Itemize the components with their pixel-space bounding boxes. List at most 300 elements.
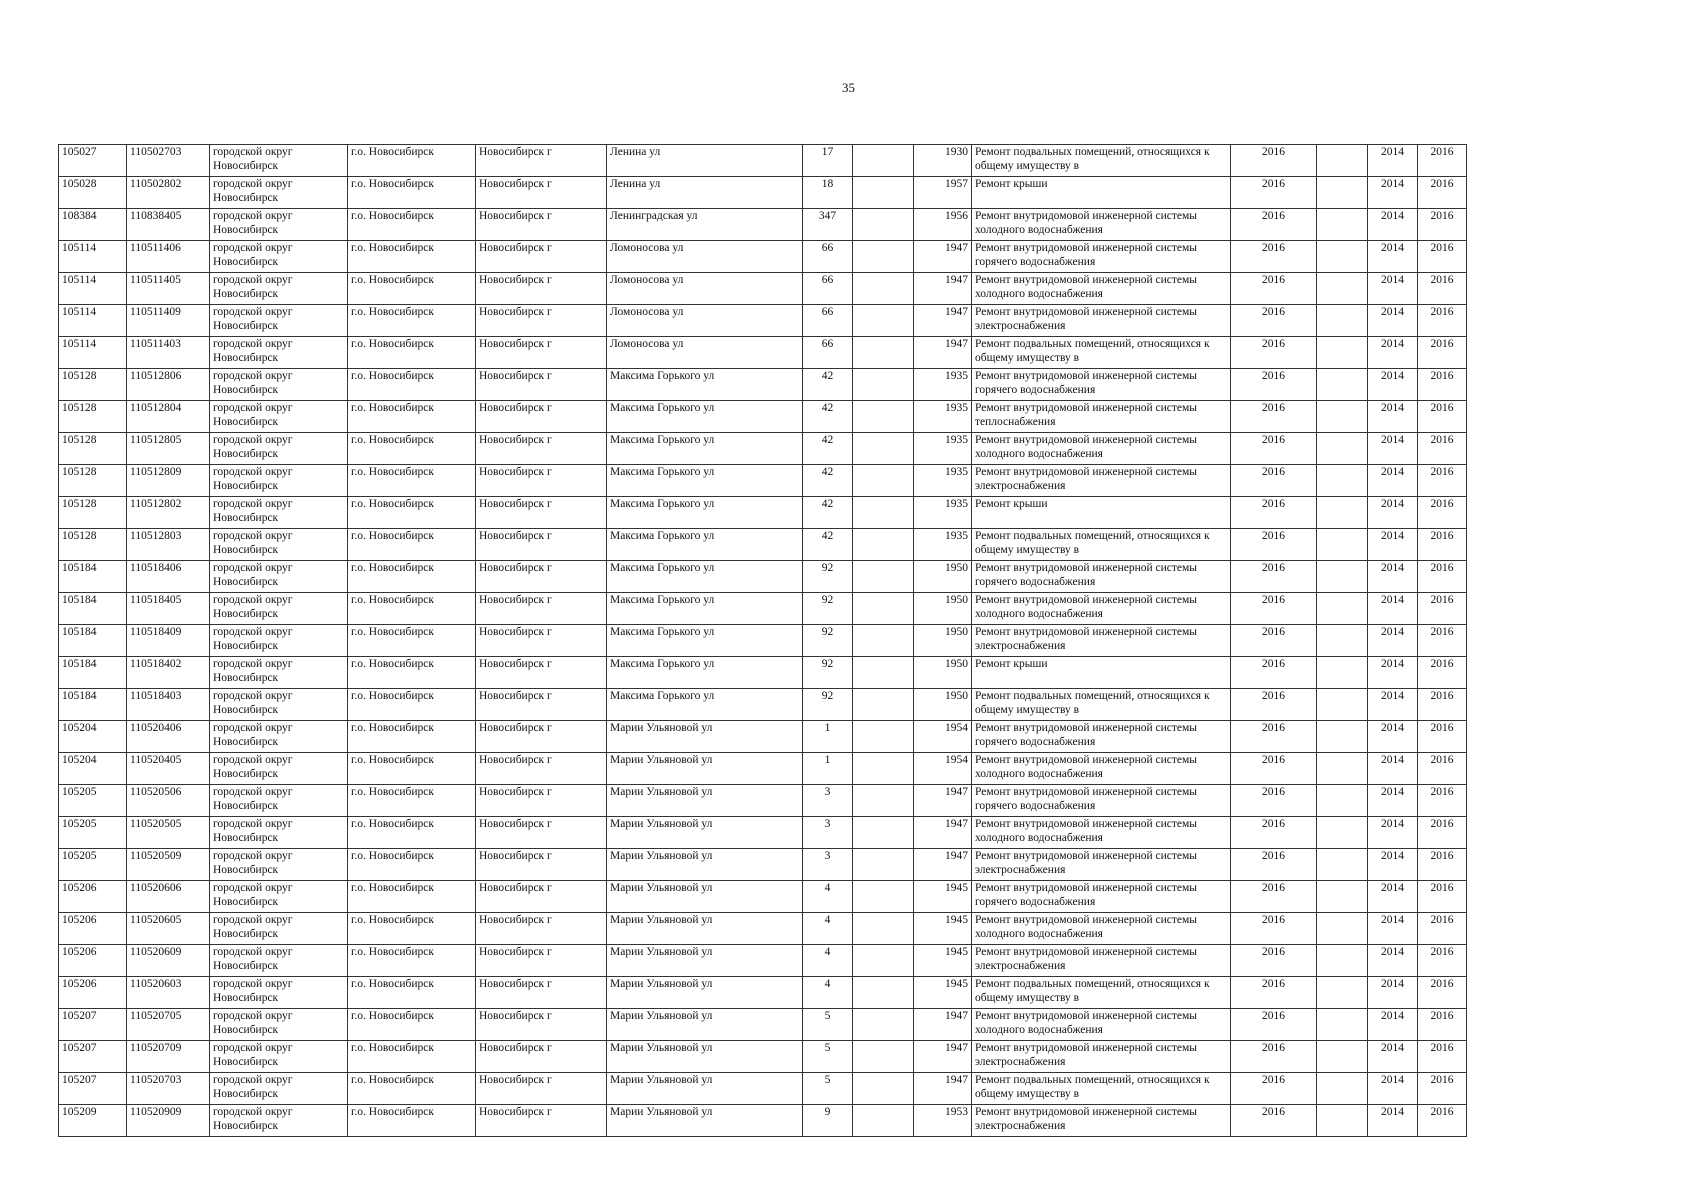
cell-build-year: 1953 (914, 1105, 972, 1137)
cell-municipal-district: городской округ Новосибирск (210, 977, 348, 1009)
cell-start-year: 2014 (1368, 145, 1418, 177)
work-type-text: Ремонт внутридомовой инженерной системы холодного водоснабжения (975, 594, 1198, 620)
cell-end-year: 2016 (1418, 817, 1467, 849)
cell-municipality: г.о. Новосибирск (348, 145, 476, 177)
cell-object-id: 105128 (59, 401, 127, 433)
cell-end-year: 2016 (1418, 145, 1467, 177)
cell-build-year: 1935 (914, 369, 972, 401)
cell-work-id: 110520705 (127, 1009, 210, 1041)
cell-start-year: 2014 (1368, 1105, 1418, 1137)
cell-street: Марии Ульяновой ул (607, 1041, 803, 1073)
cell-build-year: 1930 (914, 145, 972, 177)
cell-plan-year: 2016 (1231, 241, 1317, 273)
cell-build-year: 1950 (914, 689, 972, 721)
cell-locality: Новосибирск г (476, 625, 607, 657)
cell-street: Максима Горького ул (607, 593, 803, 625)
cell-plan-year: 2016 (1231, 753, 1317, 785)
cell-municipality: г.о. Новосибирск (348, 529, 476, 561)
cell-start-year: 2014 (1368, 561, 1418, 593)
cell-start-year: 2014 (1368, 817, 1418, 849)
cell-plan-year: 2016 (1231, 785, 1317, 817)
cell-municipality: г.о. Новосибирск (348, 593, 476, 625)
cell-start-year: 2014 (1368, 721, 1418, 753)
cell-municipality: г.о. Новосибирск (348, 785, 476, 817)
cell-work-id: 110512809 (127, 465, 210, 497)
cell-building-number (853, 593, 914, 625)
work-type-text: Ремонт крыши (975, 178, 1048, 190)
cell-start-year: 2014 (1368, 625, 1418, 657)
cell-work-type (972, 433, 1231, 465)
cell-building-number (853, 721, 914, 753)
work-type-text: Ремонт внутридомовой инженерной системы горячего водоснабжения (975, 786, 1198, 812)
work-type-text: Ремонт внутридомовой инженерной системы холодного водоснабжения (975, 1010, 1198, 1036)
table-row (59, 977, 1467, 1009)
cell-object-id: 105184 (59, 689, 127, 721)
table-row (59, 817, 1467, 849)
cell-start-year: 2014 (1368, 849, 1418, 881)
cell-house-number: 4 (803, 977, 853, 1009)
cell-work-type (972, 689, 1231, 721)
work-type-text: Ремонт внутридомовой инженерной системы холодного водоснабжения (975, 914, 1198, 940)
cell-plan-year: 2016 (1231, 145, 1317, 177)
cell-municipality: г.о. Новосибирск (348, 177, 476, 209)
cell-object-id: 105114 (59, 337, 127, 369)
cell-municipality: г.о. Новосибирск (348, 1073, 476, 1105)
cell-house-number: 4 (803, 881, 853, 913)
table-row (59, 849, 1467, 881)
cell-building-number (853, 465, 914, 497)
cell-end-year: 2016 (1418, 689, 1467, 721)
cell-street: Максима Горького ул (607, 625, 803, 657)
cell-work-id: 110520703 (127, 1073, 210, 1105)
cell-house-number: 66 (803, 241, 853, 273)
cell-blank-col (1317, 977, 1368, 1009)
cell-blank-col (1317, 657, 1368, 689)
cell-object-id: 105114 (59, 241, 127, 273)
cell-house-number: 42 (803, 529, 853, 561)
cell-blank-col (1317, 273, 1368, 305)
cell-end-year: 2016 (1418, 1073, 1467, 1105)
cell-building-number (853, 913, 914, 945)
cell-house-number: 42 (803, 433, 853, 465)
cell-blank-col (1317, 209, 1368, 241)
cell-municipal-district: городской округ Новосибирск (210, 433, 348, 465)
cell-street: Ломоносова ул (607, 305, 803, 337)
cell-street: Максима Горького ул (607, 497, 803, 529)
cell-house-number: 66 (803, 305, 853, 337)
cell-locality: Новосибирск г (476, 593, 607, 625)
cell-build-year: 1950 (914, 593, 972, 625)
cell-municipal-district: городской округ Новосибирск (210, 913, 348, 945)
work-type-text: Ремонт внутридомовой инженерной системы холодного водоснабжения (975, 754, 1198, 780)
cell-work-type (972, 561, 1231, 593)
cell-building-number (853, 817, 914, 849)
cell-municipal-district: городской округ Новосибирск (210, 273, 348, 305)
table-row (59, 881, 1467, 913)
cell-blank-col (1317, 145, 1368, 177)
cell-object-id: 105128 (59, 465, 127, 497)
work-type-text: Ремонт внутридомовой инженерной системы электроснабжения (975, 626, 1198, 652)
cell-work-id: 110511403 (127, 337, 210, 369)
cell-locality: Новосибирск г (476, 657, 607, 689)
table-row (59, 433, 1467, 465)
cell-locality: Новосибирск г (476, 1105, 607, 1137)
table-row (59, 625, 1467, 657)
cell-locality: Новосибирск г (476, 817, 607, 849)
cell-build-year: 1950 (914, 561, 972, 593)
cell-blank-col (1317, 465, 1368, 497)
cell-plan-year: 2016 (1231, 497, 1317, 529)
cell-plan-year: 2016 (1231, 625, 1317, 657)
table-row (59, 657, 1467, 689)
cell-street: Максима Горького ул (607, 465, 803, 497)
cell-object-id: 105207 (59, 1041, 127, 1073)
cell-street: Максима Горького ул (607, 529, 803, 561)
cell-municipality: г.о. Новосибирск (348, 369, 476, 401)
cell-plan-year: 2016 (1231, 1041, 1317, 1073)
table-row (59, 337, 1467, 369)
work-type-text: Ремонт внутридомовой инженерной системы холодного водоснабжения (975, 818, 1198, 844)
cell-work-type (972, 529, 1231, 561)
cell-house-number: 42 (803, 401, 853, 433)
cell-object-id: 105206 (59, 945, 127, 977)
cell-municipal-district: городской округ Новосибирск (210, 753, 348, 785)
cell-end-year: 2016 (1418, 369, 1467, 401)
cell-street: Ломоносова ул (607, 337, 803, 369)
work-type-text: Ремонт внутридомовой инженерной системы холодного водоснабжения (975, 434, 1198, 460)
cell-work-id: 110520606 (127, 881, 210, 913)
cell-work-type (972, 817, 1231, 849)
cell-work-id: 110512803 (127, 529, 210, 561)
cell-start-year: 2014 (1368, 209, 1418, 241)
cell-municipal-district: городской округ Новосибирск (210, 625, 348, 657)
cell-object-id: 105206 (59, 977, 127, 1009)
cell-locality: Новосибирск г (476, 849, 607, 881)
cell-locality: Новосибирск г (476, 497, 607, 529)
cell-municipality: г.о. Новосибирск (348, 625, 476, 657)
cell-work-id: 110502703 (127, 145, 210, 177)
table-row (59, 529, 1467, 561)
cell-blank-col (1317, 881, 1368, 913)
cell-plan-year: 2016 (1231, 881, 1317, 913)
cell-house-number: 42 (803, 497, 853, 529)
cell-street: Марии Ульяновой ул (607, 913, 803, 945)
cell-start-year: 2014 (1368, 177, 1418, 209)
table-row (59, 273, 1467, 305)
cell-street: Марии Ульяновой ул (607, 1073, 803, 1105)
cell-work-type (972, 369, 1231, 401)
cell-house-number: 1 (803, 721, 853, 753)
cell-object-id: 105206 (59, 913, 127, 945)
cell-blank-col (1317, 369, 1368, 401)
cell-work-type (972, 1105, 1231, 1137)
table-row (59, 145, 1467, 177)
page-number: 35 (842, 80, 855, 95)
cell-end-year: 2016 (1418, 401, 1467, 433)
cell-work-id: 110520405 (127, 753, 210, 785)
cell-house-number: 3 (803, 785, 853, 817)
cell-municipality: г.о. Новосибирск (348, 305, 476, 337)
work-type-text: Ремонт подвальных помещений, относящихся к общему имуществу в (975, 1074, 1210, 1100)
cell-start-year: 2014 (1368, 369, 1418, 401)
cell-work-type (972, 625, 1231, 657)
cell-object-id: 105027 (59, 145, 127, 177)
cell-municipal-district: городской округ Новосибирск (210, 881, 348, 913)
cell-municipality: г.о. Новосибирск (348, 209, 476, 241)
cell-end-year: 2016 (1418, 1105, 1467, 1137)
cell-start-year: 2014 (1368, 465, 1418, 497)
cell-municipality: г.о. Новосибирск (348, 689, 476, 721)
cell-building-number (853, 529, 914, 561)
work-type-text: Ремонт внутридомовой инженерной системы электроснабжения (975, 850, 1198, 876)
cell-work-type (972, 785, 1231, 817)
cell-house-number: 5 (803, 1041, 853, 1073)
cell-municipal-district: городской округ Новосибирск (210, 849, 348, 881)
cell-municipal-district: городской округ Новосибирск (210, 721, 348, 753)
cell-municipal-district: городской округ Новосибирск (210, 1105, 348, 1137)
cell-building-number (853, 305, 914, 337)
cell-house-number: 92 (803, 689, 853, 721)
cell-locality: Новосибирск г (476, 241, 607, 273)
cell-work-id: 110502802 (127, 177, 210, 209)
cell-start-year: 2014 (1368, 913, 1418, 945)
cell-build-year: 1947 (914, 273, 972, 305)
cell-locality: Новосибирск г (476, 753, 607, 785)
cell-work-type (972, 657, 1231, 689)
cell-house-number: 66 (803, 337, 853, 369)
cell-municipal-district: городской округ Новосибирск (210, 177, 348, 209)
cell-building-number (853, 145, 914, 177)
cell-street: Марии Ульяновой ул (607, 721, 803, 753)
cell-end-year: 2016 (1418, 753, 1467, 785)
cell-build-year: 1957 (914, 177, 972, 209)
cell-house-number: 92 (803, 625, 853, 657)
work-type-text: Ремонт подвальных помещений, относящихся к общему имуществу в (975, 146, 1210, 172)
cell-end-year: 2016 (1418, 977, 1467, 1009)
cell-build-year: 1935 (914, 401, 972, 433)
table-row (59, 593, 1467, 625)
cell-building-number (853, 881, 914, 913)
cell-work-id: 110520509 (127, 849, 210, 881)
cell-object-id: 105114 (59, 273, 127, 305)
table-row (59, 497, 1467, 529)
cell-work-type (972, 593, 1231, 625)
cell-municipal-district: городской округ Новосибирск (210, 497, 348, 529)
cell-work-type (972, 1073, 1231, 1105)
cell-plan-year: 2016 (1231, 401, 1317, 433)
cell-start-year: 2014 (1368, 657, 1418, 689)
cell-plan-year: 2016 (1231, 305, 1317, 337)
cell-building-number (853, 689, 914, 721)
cell-object-id: 105204 (59, 721, 127, 753)
cell-end-year: 2016 (1418, 593, 1467, 625)
cell-locality: Новосибирск г (476, 177, 607, 209)
cell-municipality: г.о. Новосибирск (348, 657, 476, 689)
cell-locality: Новосибирск г (476, 721, 607, 753)
table-row (59, 721, 1467, 753)
cell-end-year: 2016 (1418, 785, 1467, 817)
cell-street: Максима Горького ул (607, 689, 803, 721)
cell-house-number: 4 (803, 945, 853, 977)
cell-end-year: 2016 (1418, 561, 1467, 593)
cell-blank-col (1317, 241, 1368, 273)
cell-build-year: 1935 (914, 465, 972, 497)
cell-house-number: 3 (803, 849, 853, 881)
cell-street: Максима Горького ул (607, 433, 803, 465)
cell-plan-year: 2016 (1231, 913, 1317, 945)
cell-locality: Новосибирск г (476, 401, 607, 433)
cell-house-number: 92 (803, 657, 853, 689)
cell-object-id: 105114 (59, 305, 127, 337)
cell-start-year: 2014 (1368, 497, 1418, 529)
cell-municipality: г.о. Новосибирск (348, 561, 476, 593)
cell-end-year: 2016 (1418, 1041, 1467, 1073)
capital-repair-table (58, 144, 1467, 1137)
cell-blank-col (1317, 913, 1368, 945)
cell-street: Марии Ульяновой ул (607, 785, 803, 817)
cell-plan-year: 2016 (1231, 433, 1317, 465)
cell-house-number: 18 (803, 177, 853, 209)
cell-blank-col (1317, 1041, 1368, 1073)
cell-object-id: 105209 (59, 1105, 127, 1137)
cell-object-id: 105206 (59, 881, 127, 913)
cell-start-year: 2014 (1368, 273, 1418, 305)
cell-municipal-district: городской округ Новосибирск (210, 305, 348, 337)
cell-start-year: 2014 (1368, 689, 1418, 721)
cell-locality: Новосибирск г (476, 561, 607, 593)
cell-build-year: 1954 (914, 753, 972, 785)
cell-object-id: 105205 (59, 849, 127, 881)
cell-work-type (972, 1041, 1231, 1073)
cell-building-number (853, 849, 914, 881)
cell-street: Ломоносова ул (607, 241, 803, 273)
table-row (59, 561, 1467, 593)
cell-building-number (853, 977, 914, 1009)
cell-build-year: 1947 (914, 785, 972, 817)
cell-work-id: 110512806 (127, 369, 210, 401)
table-row (59, 209, 1467, 241)
cell-municipality: г.о. Новосибирск (348, 817, 476, 849)
cell-building-number (853, 177, 914, 209)
cell-object-id: 105128 (59, 433, 127, 465)
cell-work-id: 110520505 (127, 817, 210, 849)
cell-start-year: 2014 (1368, 401, 1418, 433)
cell-work-id: 110518405 (127, 593, 210, 625)
cell-build-year: 1945 (914, 977, 972, 1009)
cell-street: Ленинградская ул (607, 209, 803, 241)
cell-street: Марии Ульяновой ул (607, 753, 803, 785)
work-type-text: Ремонт внутридомовой инженерной системы горячего водоснабжения (975, 882, 1198, 908)
cell-object-id: 105207 (59, 1009, 127, 1041)
cell-street: Ленина ул (607, 177, 803, 209)
cell-work-id: 110511409 (127, 305, 210, 337)
cell-build-year: 1945 (914, 945, 972, 977)
cell-blank-col (1317, 337, 1368, 369)
cell-object-id: 105184 (59, 657, 127, 689)
cell-house-number: 1 (803, 753, 853, 785)
cell-work-type (972, 881, 1231, 913)
cell-start-year: 2014 (1368, 753, 1418, 785)
cell-plan-year: 2016 (1231, 977, 1317, 1009)
cell-street: Марии Ульяновой ул (607, 817, 803, 849)
work-type-text: Ремонт внутридомовой инженерной системы холодного водоснабжения (975, 210, 1198, 236)
cell-municipal-district: городской округ Новосибирск (210, 529, 348, 561)
cell-blank-col (1317, 1009, 1368, 1041)
cell-blank-col (1317, 497, 1368, 529)
cell-street: Марии Ульяновой ул (607, 1009, 803, 1041)
cell-street: Максима Горького ул (607, 561, 803, 593)
cell-end-year: 2016 (1418, 497, 1467, 529)
cell-build-year: 1935 (914, 529, 972, 561)
cell-building-number (853, 337, 914, 369)
cell-house-number: 42 (803, 465, 853, 497)
cell-municipality: г.о. Новосибирск (348, 753, 476, 785)
cell-build-year: 1947 (914, 1073, 972, 1105)
table-row (59, 945, 1467, 977)
cell-start-year: 2014 (1368, 945, 1418, 977)
cell-plan-year: 2016 (1231, 689, 1317, 721)
cell-work-id: 110520609 (127, 945, 210, 977)
cell-object-id: 105128 (59, 529, 127, 561)
cell-municipality: г.о. Новосибирск (348, 1041, 476, 1073)
cell-locality: Новосибирск г (476, 145, 607, 177)
cell-end-year: 2016 (1418, 465, 1467, 497)
cell-work-id: 110520506 (127, 785, 210, 817)
cell-house-number: 42 (803, 369, 853, 401)
cell-blank-col (1317, 625, 1368, 657)
cell-work-type (972, 305, 1231, 337)
cell-blank-col (1317, 1105, 1368, 1137)
cell-start-year: 2014 (1368, 785, 1418, 817)
cell-build-year: 1945 (914, 913, 972, 945)
cell-build-year: 1945 (914, 881, 972, 913)
table-row (59, 305, 1467, 337)
cell-work-id: 110512802 (127, 497, 210, 529)
cell-work-type (972, 849, 1231, 881)
cell-work-type (972, 241, 1231, 273)
cell-building-number (853, 625, 914, 657)
cell-work-type (972, 977, 1231, 1009)
table-row (59, 465, 1467, 497)
cell-object-id: 105207 (59, 1073, 127, 1105)
cell-plan-year: 2016 (1231, 849, 1317, 881)
cell-municipality: г.о. Новосибирск (348, 849, 476, 881)
cell-work-type (972, 497, 1231, 529)
table-row (59, 753, 1467, 785)
cell-municipality: г.о. Новосибирск (348, 913, 476, 945)
cell-work-id: 110511405 (127, 273, 210, 305)
table-row (59, 1105, 1467, 1137)
cell-work-type (972, 209, 1231, 241)
cell-plan-year: 2016 (1231, 529, 1317, 561)
cell-work-type (972, 1009, 1231, 1041)
cell-end-year: 2016 (1418, 529, 1467, 561)
table-row (59, 913, 1467, 945)
work-type-text: Ремонт подвальных помещений, относящихся к общему имуществу в (975, 690, 1210, 716)
cell-work-type (972, 465, 1231, 497)
cell-building-number (853, 657, 914, 689)
cell-work-type (972, 145, 1231, 177)
cell-build-year: 1935 (914, 433, 972, 465)
work-type-text: Ремонт внутридомовой инженерной системы теплоснабжения (975, 402, 1198, 428)
cell-work-id: 110520406 (127, 721, 210, 753)
cell-municipal-district: городской округ Новосибирск (210, 689, 348, 721)
cell-locality: Новосибирск г (476, 209, 607, 241)
cell-municipality: г.о. Новосибирск (348, 945, 476, 977)
table-row (59, 401, 1467, 433)
cell-blank-col (1317, 849, 1368, 881)
work-type-text: Ремонт внутридомовой инженерной системы электроснабжения (975, 946, 1198, 972)
